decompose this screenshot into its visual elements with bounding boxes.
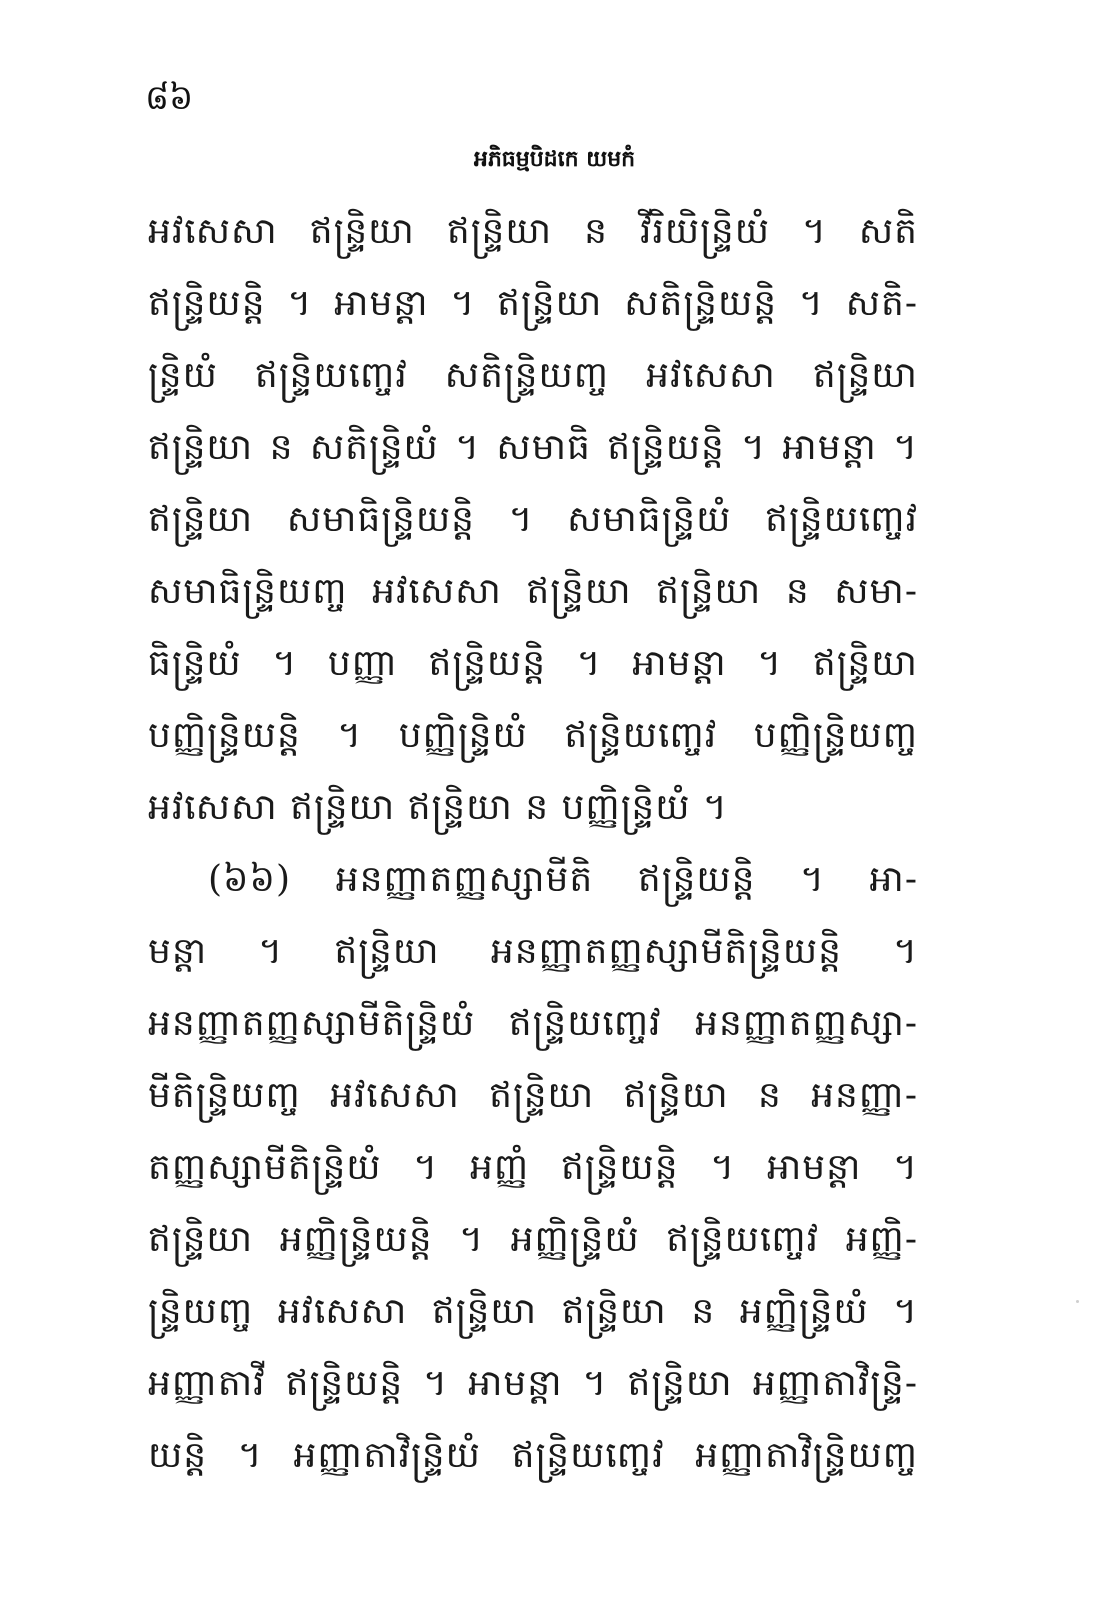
text-line: ឥន្ទ្រិយន្តិ ។ អាមន្តា ។ ឥន្ទ្រិយា សតិន្ទ្រិយន្តិ ។ សតិ- bbox=[148, 283, 918, 324]
text-line: បញ្ញិន្ទ្រិយន្តិ ។ បញ្ញិន្ទ្រិយំ ឥន្ទ្រិយញ្ចេវ បញ្ញិន្ទ្រិយញ្ច bbox=[148, 715, 918, 756]
page-number: ៨៦ bbox=[145, 78, 194, 118]
text-line: ន្ទ្រិយំ ឥន្ទ្រិយញ្ចេវ សតិន្ទ្រិយញ្ច អវសេសា ឥន្ទ្រិយា bbox=[148, 355, 918, 396]
text-line: ឥន្ទ្រិយា សមាធិន្ទ្រិយន្តិ ។ សមាធិន្ទ្រិយំ ឥន្ទ្រិយញ្ចេវ bbox=[148, 499, 918, 540]
text-line: ឥន្ទ្រិយា អញ្ញិន្ទ្រិយន្តិ ។ អញ្ញិន្ទ្រិយំ ឥន្ទ្រិយញ្ចេវ អញ្ញិ- bbox=[148, 1219, 918, 1260]
running-head: អភិធម្មបិដកេ យមកំ bbox=[473, 147, 636, 172]
text-line: មីតិន្ទ្រិយញ្ច អវសេសា ឥន្ទ្រិយា ឥន្ទ្រិយា ន អនញ្ញា- bbox=[148, 1075, 918, 1116]
text-line: តញ្ញស្សាមីតិន្ទ្រិយំ ។ អញ្ញំ ឥន្ទ្រិយន្តិ ។ អាមន្តា ។ bbox=[148, 1147, 918, 1188]
text-line: មន្តា ។ ឥន្ទ្រិយា អនញ្ញាតញ្ញស្សាមីតិន្ទ្រិយន្តិ ។ bbox=[148, 931, 918, 972]
text-line: ធិន្ទ្រិយំ ។ បញ្ញា ឥន្ទ្រិយន្តិ ។ អាមន្តា ។ ឥន្ទ្រិយា bbox=[148, 643, 918, 684]
text-line: សមាធិន្ទ្រិយញ្ច អវសេសា ឥន្ទ្រិយា ឥន្ទ្រិយា ន សមា- bbox=[148, 571, 918, 612]
text-line: អនញ្ញាតញ្ញស្សាមីតិន្ទ្រិយំ ឥន្ទ្រិយញ្ចេវ អនញ្ញាតញ្ញស្សា- bbox=[148, 1003, 918, 1044]
text-line: យន្តិ ។ អញ្ញាតាវិន្ទ្រិយំ ឥន្ទ្រិយញ្ចេវ អញ្ញាតាវិន្ទ្រិយញ្ច bbox=[148, 1435, 918, 1476]
text-line: អវសេសា ឥន្ទ្រិយា ឥន្ទ្រិយា ន បញ្ញិន្ទ្រិយំ ។ bbox=[148, 787, 728, 828]
text-line: អវសេសា ឥន្ទ្រិយា ឥន្ទ្រិយា ន វីរិយិន្ទ្រិយំ ។ សតិ bbox=[148, 211, 918, 252]
body-text bbox=[148, 196, 918, 1492]
text-line: ន្ទ្រិយញ្ច អវសេសា ឥន្ទ្រិយា ឥន្ទ្រិយា ន អញ្ញិន្ទ្រិយំ ។ bbox=[148, 1291, 918, 1332]
paper-speck bbox=[1076, 1300, 1079, 1303]
section-66-start-line: (៦៦) អនញ្ញាតញ្ញស្សាមីតិ ឥន្ទ្រិយន្តិ ។ អា- bbox=[208, 859, 918, 900]
text-line: អញ្ញាតាវី ឥន្ទ្រិយន្តិ ។ អាមន្តា ។ ឥន្ទ្រិយា អញ្ញាតាវិន្ទ្រិ- bbox=[148, 1363, 918, 1404]
text-line: ឥន្ទ្រិយា ន សតិន្ទ្រិយំ ។ សមាធិ ឥន្ទ្រិយន្តិ ។ អាមន្តា ។ bbox=[148, 427, 918, 468]
